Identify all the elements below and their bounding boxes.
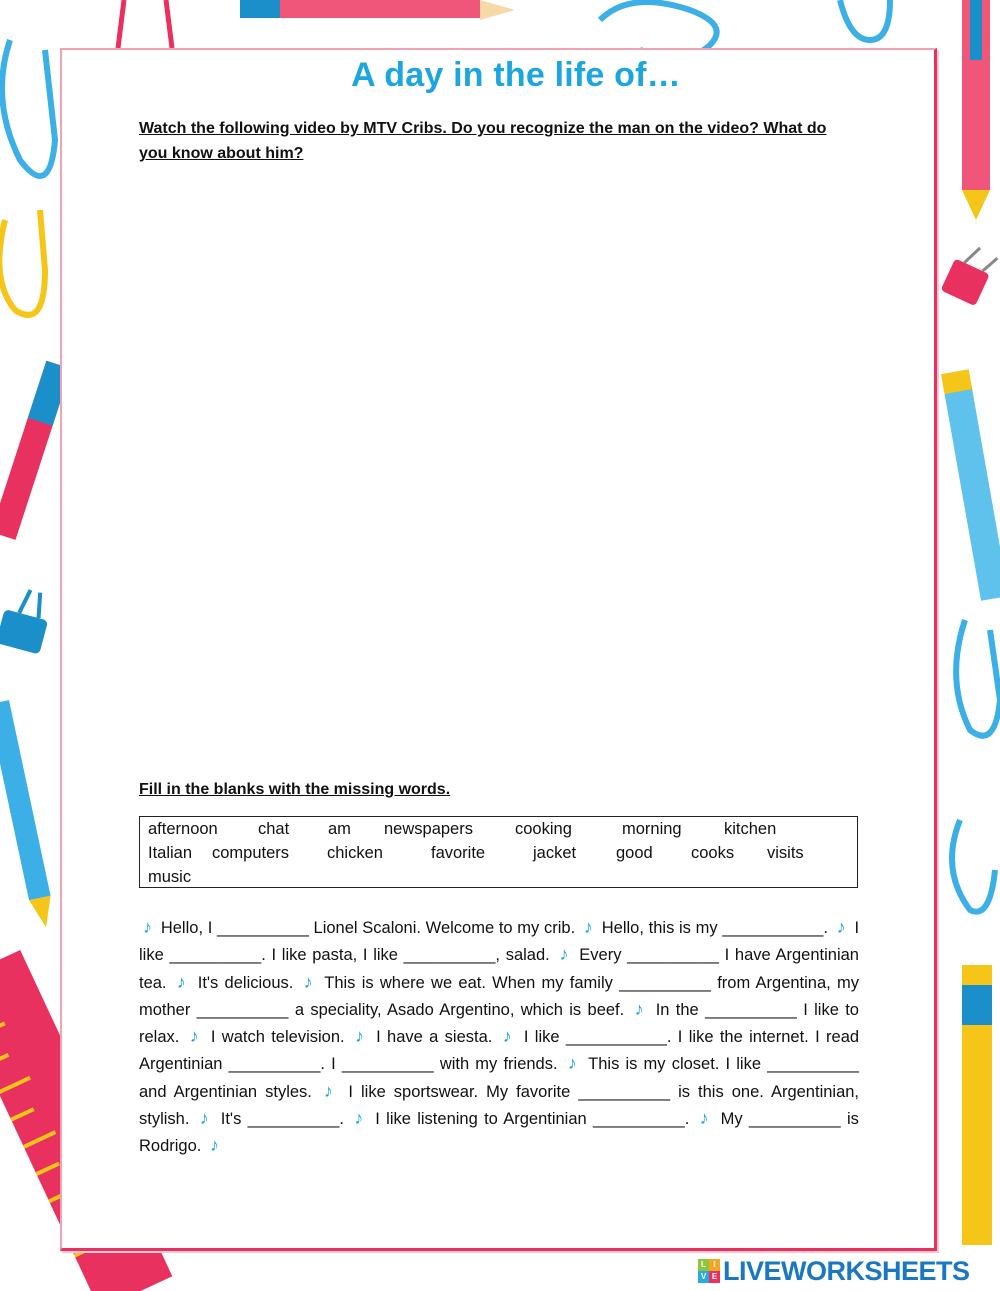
music-note-icon: ♪: [559, 944, 570, 965]
passage-text: I like to relax.: [139, 1000, 859, 1047]
passage-text: This is where we eat. When my family: [324, 973, 613, 992]
word-bank-item: morning: [622, 820, 682, 838]
passage-text: I have a siesta.: [376, 1028, 493, 1047]
word-bank-item: jacket: [533, 844, 577, 862]
passage-text: with my friends.: [439, 1055, 558, 1074]
music-note-icon: ♪: [354, 1026, 366, 1047]
passage-text: I watch television.: [210, 1028, 345, 1047]
music-note-icon: ♪: [323, 1080, 337, 1101]
passage-text: It's delicious.: [197, 973, 294, 992]
fill-instruction: [139, 777, 859, 802]
passage-text: from Argentina, my mother: [139, 973, 859, 1019]
music-note-icon: ♪: [176, 971, 188, 992]
music-note-icon: ♪: [209, 1135, 219, 1156]
word-bank-item: music: [148, 868, 192, 886]
blank-input[interactable]: __________: [228, 1055, 321, 1074]
blank-input[interactable]: __________: [627, 946, 719, 965]
paperclip-icon: [2, 40, 55, 176]
pencil-icon: [240, 0, 515, 20]
passage-text: a speciality, Asado Argentino, which is beef.: [294, 1000, 625, 1019]
passage-text: .: [684, 1110, 690, 1129]
music-note-icon: ♪: [836, 917, 846, 937]
word-bank-item: favorite: [431, 844, 486, 862]
music-note-icon: ♪: [699, 1108, 711, 1129]
music-note-icon: ♪: [502, 1026, 514, 1047]
passage-text: .: [339, 1110, 344, 1129]
logo-badge-letter: I: [709, 1259, 720, 1271]
passage-text: Hello, this is my: [601, 919, 718, 937]
passage-text: This is my closet. I like: [588, 1055, 762, 1074]
passage-text: Lionel Scaloni. Welcome to my crib.: [313, 919, 576, 937]
word-bank-item: chicken: [327, 844, 383, 862]
word-bank-item: good: [616, 844, 653, 862]
passage-text: , salad.: [495, 946, 550, 965]
blank-input[interactable]: ___________: [722, 919, 824, 937]
paperclip-icon: [840, 0, 890, 40]
logo-badge-letter: L: [698, 1259, 709, 1271]
word-bank-item: newspapers: [384, 820, 473, 838]
binder-clip-icon: [0, 585, 55, 655]
passage-text: . I like pasta, I like: [261, 946, 398, 965]
passage-text: My: [720, 1110, 743, 1129]
passage-text: .: [823, 919, 828, 937]
word-bank-item: Italian: [148, 844, 193, 862]
passage-text: . I: [320, 1055, 336, 1074]
passage-text: I like listening to Argentinian: [375, 1110, 587, 1129]
passage-text: I like: [139, 919, 860, 965]
word-bank-item: am: [328, 820, 351, 838]
worksheet-title: A day in the life of…: [351, 56, 681, 94]
pen-icon: [941, 369, 1000, 600]
logo-badge-letter: E: [709, 1271, 720, 1283]
blank-input[interactable]: __________: [578, 1082, 671, 1101]
music-note-icon: ♪: [189, 1026, 201, 1047]
passage-text: I have Argentinian tea.: [139, 946, 859, 992]
video-instruction: Watch the following video by MTV Cribs. Do you recognize the man on the video? What do you know about him?: [139, 120, 827, 162]
word-bank-item: cooking: [515, 820, 572, 838]
word-bank-item: cooks: [691, 844, 735, 862]
blank-input[interactable]: __________: [748, 1110, 841, 1129]
word-bank-item: kitchen: [724, 820, 777, 838]
music-note-icon: ♪: [354, 1108, 365, 1129]
blank-input[interactable]: __________: [705, 1000, 797, 1019]
pen-icon: [0, 700, 57, 930]
blank-input[interactable]: __________: [767, 1055, 859, 1074]
music-note-icon: ♪: [303, 971, 315, 992]
passage-text: Hello, I: [160, 919, 213, 937]
passage-text: I like sportswear. My favorite: [348, 1082, 571, 1101]
liveworksheets-logo[interactable]: [698, 1256, 970, 1286]
passage-text: It's: [220, 1110, 242, 1129]
blank-input[interactable]: __________: [341, 1055, 434, 1074]
passage-text: Every: [579, 946, 622, 965]
fill-in-passage: [139, 914, 859, 1160]
blank-input[interactable]: __________: [403, 946, 496, 965]
passage-text: In the: [655, 1000, 699, 1019]
paperclip-icon: [952, 820, 995, 912]
word-bank-item: visits: [767, 844, 804, 862]
pen-icon: [962, 0, 990, 220]
blank-input[interactable]: __________: [217, 919, 309, 937]
music-note-icon: ♪: [583, 917, 594, 937]
word-bank-item: afternoon: [148, 820, 218, 838]
blank-input[interactable]: __________: [619, 973, 711, 992]
blank-input[interactable]: ___________: [565, 1028, 667, 1047]
paperclip-icon: [0, 210, 45, 315]
blank-input[interactable]: __________: [169, 946, 262, 965]
music-note-icon: ♪: [199, 1108, 211, 1129]
fill-instruction-text: Fill in the blanks with the missing words: [139, 781, 446, 798]
logo-text: LIVEWORKSHEETS: [723, 1255, 970, 1286]
logo-badge-icon: [698, 1259, 720, 1283]
logo-badge-letter: V: [698, 1271, 709, 1283]
passage-text: I like: [523, 1028, 560, 1047]
blank-input[interactable]: __________: [592, 1110, 685, 1129]
blank-input[interactable]: __________: [196, 1000, 289, 1019]
binder-clip-icon: [941, 240, 999, 306]
word-bank-item: chat: [258, 820, 290, 838]
pen-icon: [962, 965, 992, 1245]
paperclip-icon: [956, 620, 1000, 736]
word-bank-item: computers: [212, 844, 290, 862]
word-bank: [139, 816, 858, 888]
passage-text: and Argentinian styles.: [139, 1082, 312, 1101]
fill-instruction-period: .: [445, 781, 451, 798]
music-note-icon: ♪: [634, 998, 646, 1019]
passage-text: . I like the internet. I read Argentinian: [139, 1028, 860, 1074]
music-note-icon: ♪: [143, 917, 153, 937]
passage-text: is Rodrigo.: [139, 1110, 859, 1156]
blank-input[interactable]: __________: [247, 1110, 340, 1129]
music-note-icon: ♪: [567, 1053, 579, 1074]
passage-text: is this one. Argentinian, stylish.: [139, 1082, 860, 1129]
